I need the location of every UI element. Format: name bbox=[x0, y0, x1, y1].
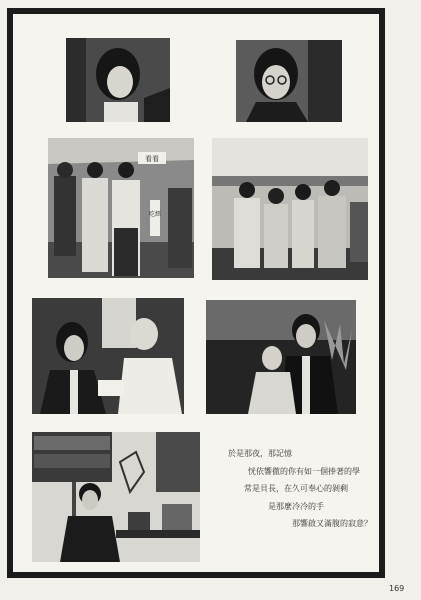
caption-line: 那響啟又滿腹的寂意？ bbox=[292, 519, 372, 528]
photo-man-at-desk-bookshelf bbox=[32, 432, 200, 562]
tent-sign-text: 看看 bbox=[145, 155, 159, 163]
caption-line: 常是貝長，在久可奉心的剝剩 bbox=[244, 484, 348, 493]
photo-group-seated-outdoors bbox=[212, 138, 368, 280]
caption-line: 於是那夜，那記憶 bbox=[228, 449, 292, 458]
photo-man-and-woman-reading bbox=[32, 298, 184, 414]
photo-portrait-woman-smiling bbox=[66, 38, 170, 122]
page-number: 169 bbox=[389, 584, 405, 593]
photo-three-men-under-tent bbox=[48, 138, 194, 278]
poem-caption bbox=[224, 445, 384, 533]
photo-man-and-woman-seated bbox=[206, 300, 356, 414]
caption-line: 恍依響徹的你有如一個捧著的學 bbox=[248, 466, 360, 476]
poster-text: 吃經 bbox=[148, 211, 162, 218]
photo-portrait-glasses bbox=[236, 40, 342, 122]
caption-line: 是那麼冷冷的手 bbox=[268, 501, 324, 511]
